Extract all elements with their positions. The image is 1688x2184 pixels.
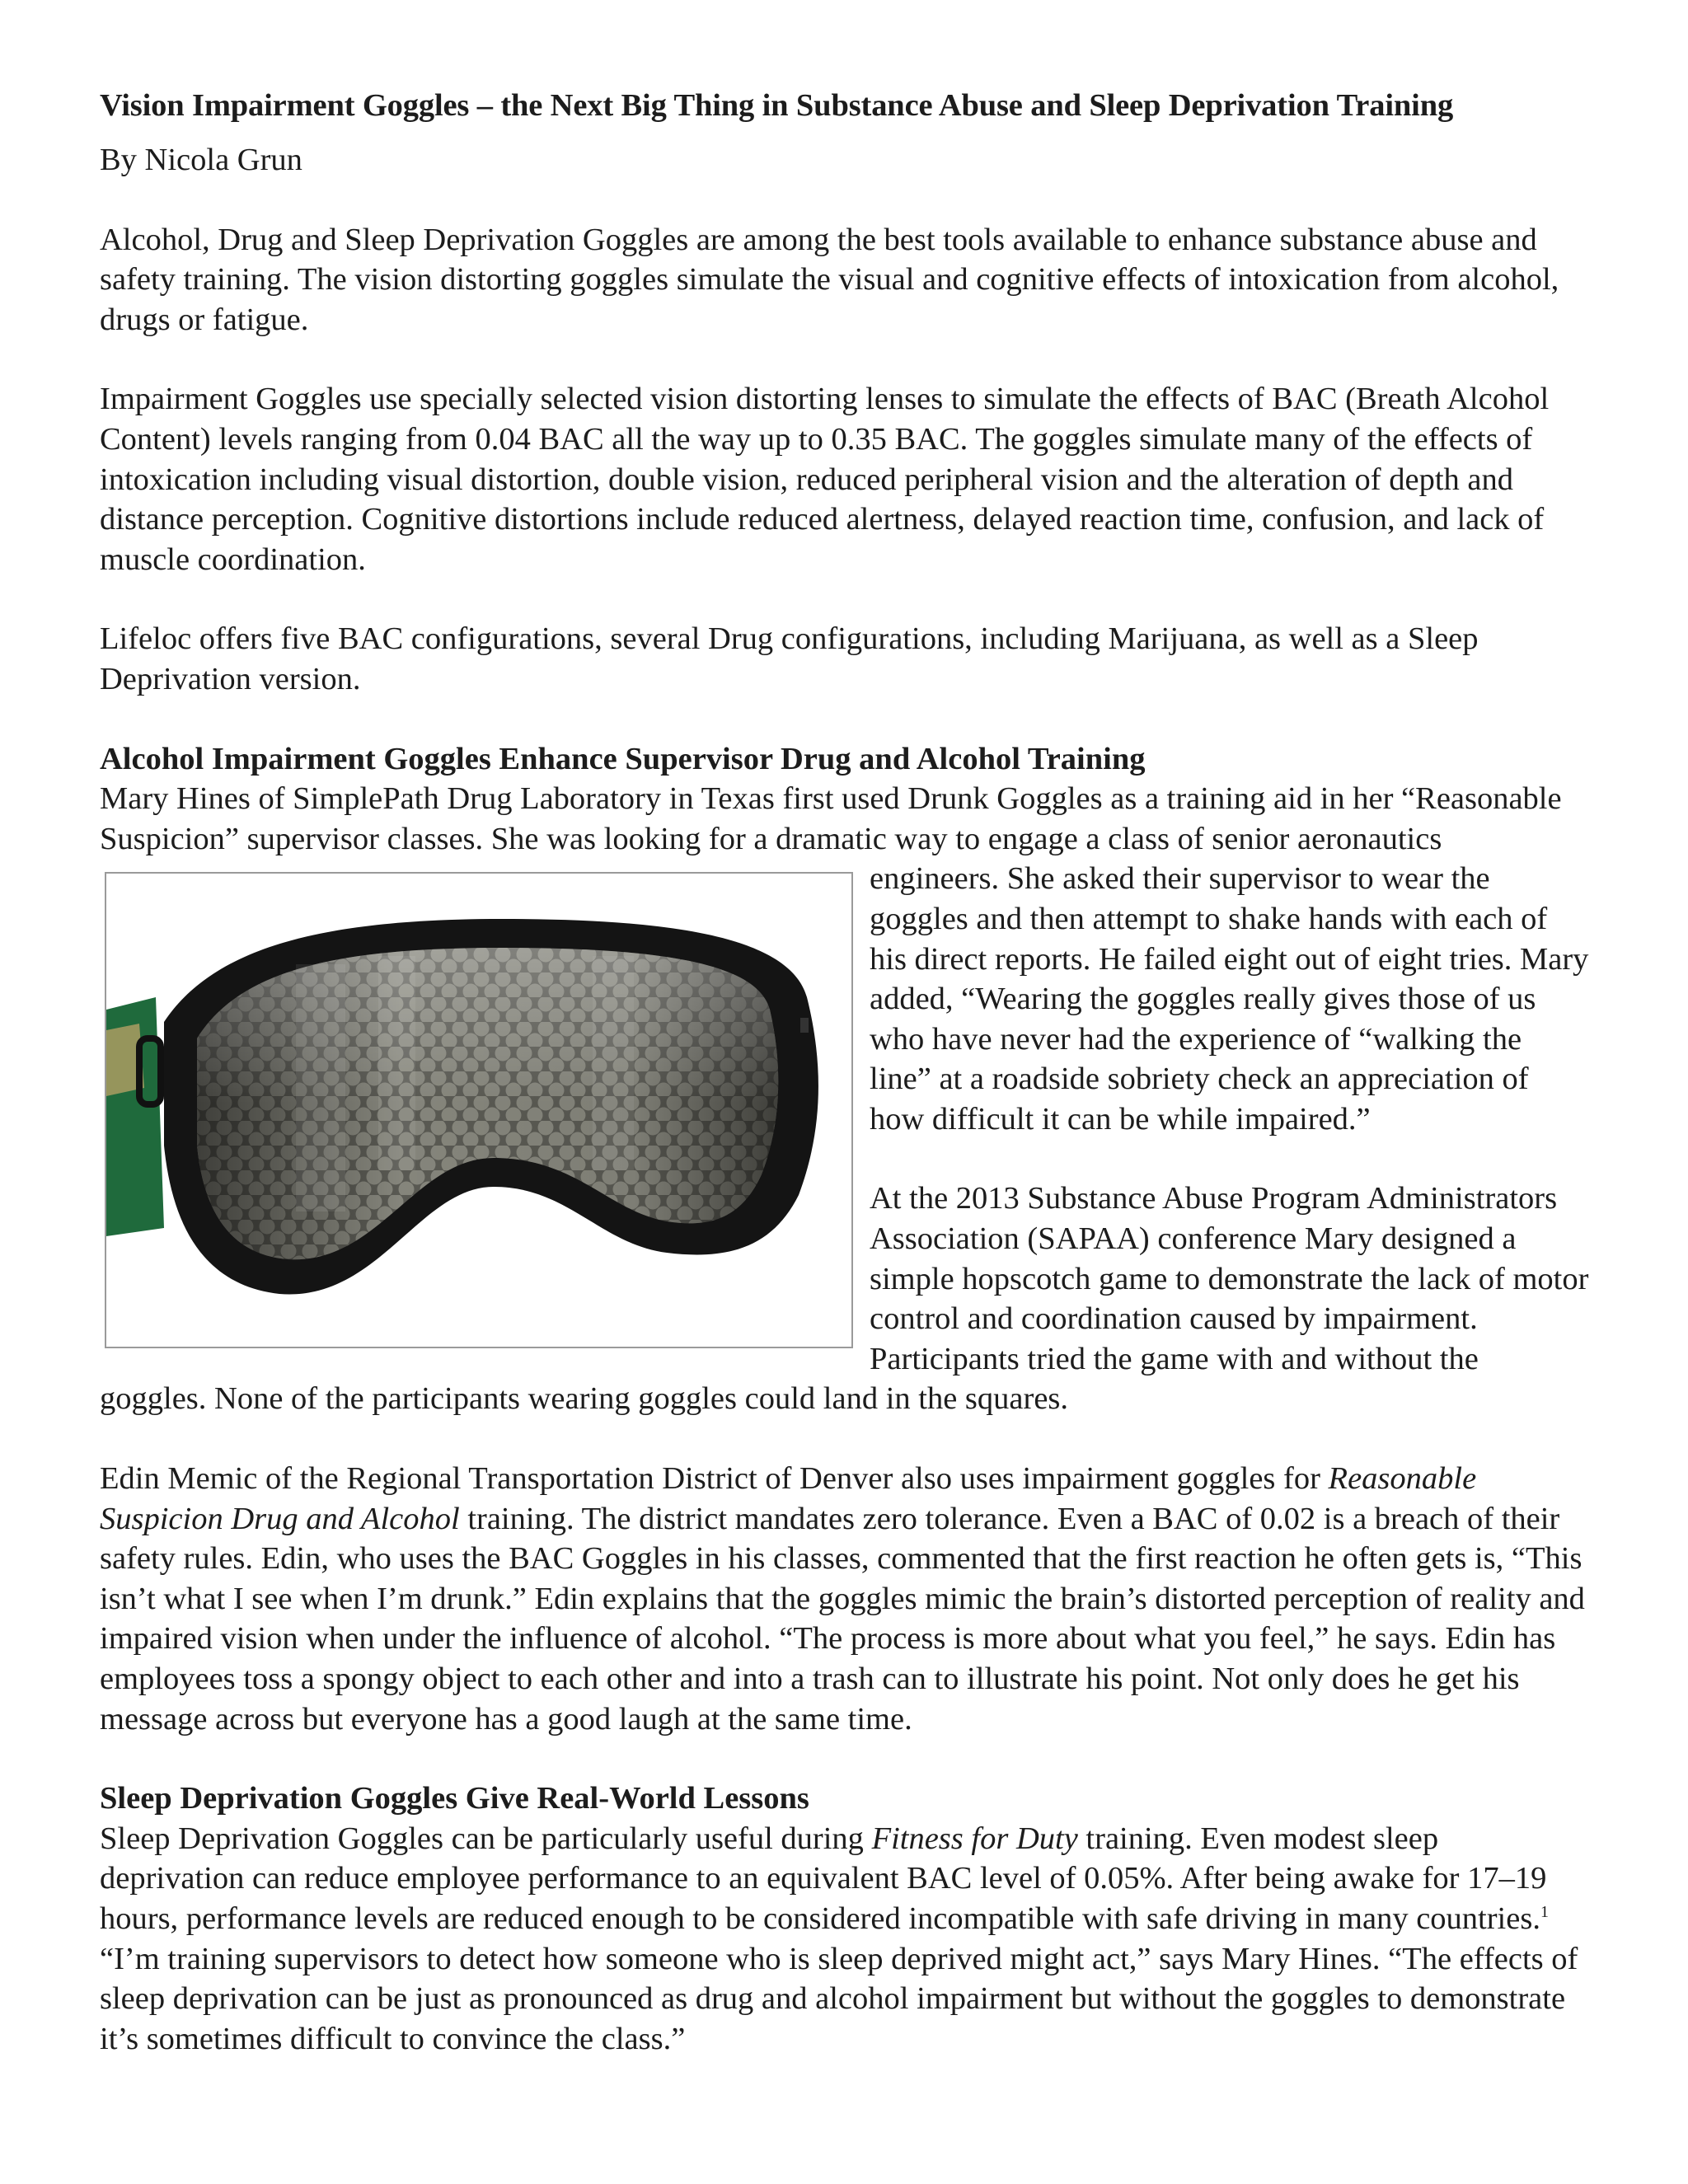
intro-paragraph-2: Impairment Goggles use specially selected vision distorting lenses to simulate the effects of BAC (Breath Alcohol Content) levels ranging from 0.04 BAC all the way up to 0.35 BAC. The goggles simulate many of the effects of intoxication including visual distortion, double vision, reduced peripheral vision and the alteration of depth and distance perception. Cognitive distortions include reduced alertness, delayed reaction time, confusion, and lack of muscle coordination. — [100, 382, 1550, 577]
section1-paragraph-1-rest: engineers. She asked their supervisor to wear the goggles and then attempt to shake hands with each of his direct reports. He failed eight out of eight tries. Mary added, “Wearing the goggles really gives those of us who have never had the experience of “walking the line” at a roadside sobriety check an appreciation of how difficult it can be while impaired.” — [870, 861, 1589, 1137]
goggles-photo — [105, 872, 853, 1348]
intro-paragraph-3: Lifeloc offers five BAC configurations, several Drug configurations, including Marijuana, as well as a Sleep Deprivation version. — [100, 621, 1479, 696]
section1-paragraph-3: Edin Memic of the Regional Transportation District of Denver also uses impairment goggles for Reasonable Suspicion Drug and Alcohol training. The district mandates zero tolerance. Even a BAC of 0.02 is a breach of their safety rules. Edin, who uses the BAC Goggles in his classes, commented that the first reaction he often gets is, “This isn’t what I see when I’m drunk.” Edin explains that the goggles mimic the brain’s distorted perception of reality and impaired vision when under the influence of alcohol. “The process is more about what you feel,” he says. Edin has employees toss a spongy object to each other and into a trash can to illustrate his point. Not only does he get his message across but everyone has a good laugh at the same time. — [100, 1461, 1585, 1736]
goggles-icon — [106, 874, 851, 1347]
section1-paragraph-1-lead: Mary Hines of SimplePath Drug Laboratory in Texas first used Drunk Goggles as a training aid in her “Reasonable Suspicion” supervisor classes. She was looking for a dramatic way to engage a class of senior aeronautics — [100, 781, 1562, 856]
section1-paragraph-2: At the 2013 Substance Abuse Program Administrators Association (SAPAA) conference Mary designed a simple hopscotch game to demonstrate the lack of motor control and coordination caused by impairment. Participants tried the game with and without the goggles. None of the participants wearing goggles could land in the squares. — [100, 1181, 1589, 1417]
footnote-reference[interactable]: 1 — [1540, 1903, 1549, 1922]
article-title: Vision Impairment Goggles – the Next Big Thing in Substance Abuse and Sleep Deprivation Training — [100, 88, 1454, 123]
byline: By Nicola Grun — [100, 143, 302, 177]
section2-paragraph-1: Sleep Deprivation Goggles can be particularly useful during Fitness for Duty training. Even modest sleep deprivation can reduce employee performance to an equivalent BAC level of 0.05%. After being awake for 17–19 hours, performance levels are reduced enough to be considered incompatible with safe driving in many countries.$^1$ “I’m training supervisors to detect how someone who is sleep deprived might act,” says Mary Hines. “The effects of sleep deprivation can be just as pronounced as drug and alcohol impairment but without the goggles to demonstrate it’s sometimes difficult to convince the class.” — [100, 1821, 1578, 2056]
intro-paragraph-1: Alcohol, Drug and Sleep Deprivation Goggles are among the best tools available to enhance substance abuse and safety training. The vision distorting goggles simulate the visual and cognitive effects of intoxication from alcohol, drugs or fatigue. — [100, 222, 1559, 337]
section-heading-alcohol: Alcohol Impairment Goggles Enhance Supervisor Drug and Alcohol Training — [100, 741, 1146, 776]
section-heading-sleep: Sleep Deprivation Goggles Give Real-World Lessons — [100, 1781, 809, 1816]
